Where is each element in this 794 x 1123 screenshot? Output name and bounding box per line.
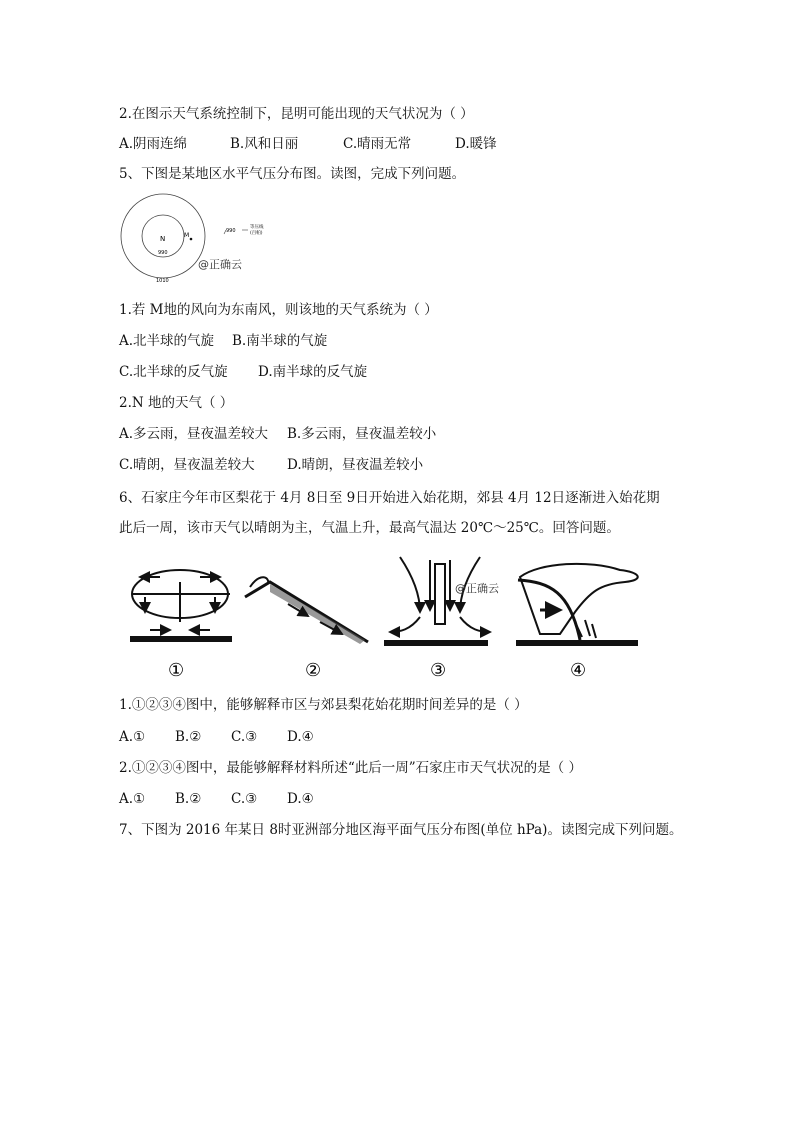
watermark: @正确云 [198, 258, 242, 271]
option-a: A.北半球的气旋 [119, 333, 215, 349]
option-d: D.④ [287, 729, 314, 745]
watermark: @正确云 [455, 582, 499, 595]
diagram-label-3: ③ [430, 660, 447, 681]
option-c: C.晴朗，昼夜温差较大 [119, 457, 255, 473]
label-n: N [160, 235, 166, 243]
option-a: A.① [119, 791, 146, 807]
option-a: A.阴雨连绵 [119, 136, 188, 152]
legend-unit: (百帕) [250, 231, 263, 236]
option-c: C.③ [231, 729, 258, 745]
outer-value: 1010 [156, 278, 169, 284]
diagram-label-4: ④ [570, 660, 587, 681]
label-m: M [184, 232, 190, 239]
legend-text: 等压线 [250, 225, 264, 230]
point-m-marker [190, 238, 193, 241]
option-c: C.③ [231, 791, 258, 807]
question-intro: 5、下图是某地区水平气压分布图。读图，完成下列问题。 [119, 166, 466, 182]
option-d: D.晴朗，昼夜温差较小 [287, 457, 424, 473]
question-intro-line-2: 此后一周，该市天气以晴朗为主，气温上升，最高气温达 20℃～25℃。回答问题。 [119, 520, 620, 536]
option-b: B.多云雨，昼夜温差较小 [287, 426, 437, 442]
question-stem: 2.①②③④图中，最能够解释材料所述“此后一周”石家庄市天气状况的是（ ） [119, 760, 582, 776]
option-b: B.南半球的气旋 [232, 333, 328, 349]
diagram-3-subsidence [384, 557, 490, 681]
option-d: D.暖锋 [455, 136, 497, 152]
question-intro-line-1: 6、石家庄今年市区梨花于 4月 8日至 9日开始进入始花期，郊县 4月 12日逐渐进入始花期 [119, 490, 660, 506]
diagram-2-slope [245, 577, 368, 681]
option-a: A.① [119, 729, 146, 745]
option-d: D.④ [287, 791, 314, 807]
question-stem: 1.①②③④图中，能够解释市区与郊县梨花始花期时间差异的是（ ） [119, 697, 528, 713]
legend-value: 990 [226, 228, 236, 234]
option-c: C.晴雨无常 [343, 136, 412, 152]
option-b: B.② [175, 791, 202, 807]
diagram-label-2: ② [305, 660, 322, 681]
diagram-label-1: ① [168, 660, 185, 681]
option-d: D.南半球的反气旋 [258, 364, 368, 380]
diagram-4-front [516, 564, 638, 681]
inner-value: 990 [158, 250, 168, 256]
question-intro: 7、下图为 2016 年某日 8时亚洲部分地区海平面气压分布图(单位 hPa)。读图完成下列问题。 [119, 822, 683, 838]
diagram-1-heat-island [130, 570, 232, 681]
question-stem: 1.若 M地的风向为东南风，则该地的天气系统为（ ） [119, 302, 438, 318]
weather-diagrams-figure [120, 552, 675, 682]
option-a: A.多云雨，昼夜温差较大 [119, 426, 269, 442]
option-b: B.② [175, 729, 202, 745]
question-stem: 2.N 地的天气（ ） [119, 395, 234, 411]
option-b: B.风和日丽 [230, 136, 299, 152]
option-c: C.北半球的反气旋 [119, 364, 228, 380]
question-stem: 2.在图示天气系统控制下，昆明可能出现的天气状况为（ ） [119, 106, 474, 122]
